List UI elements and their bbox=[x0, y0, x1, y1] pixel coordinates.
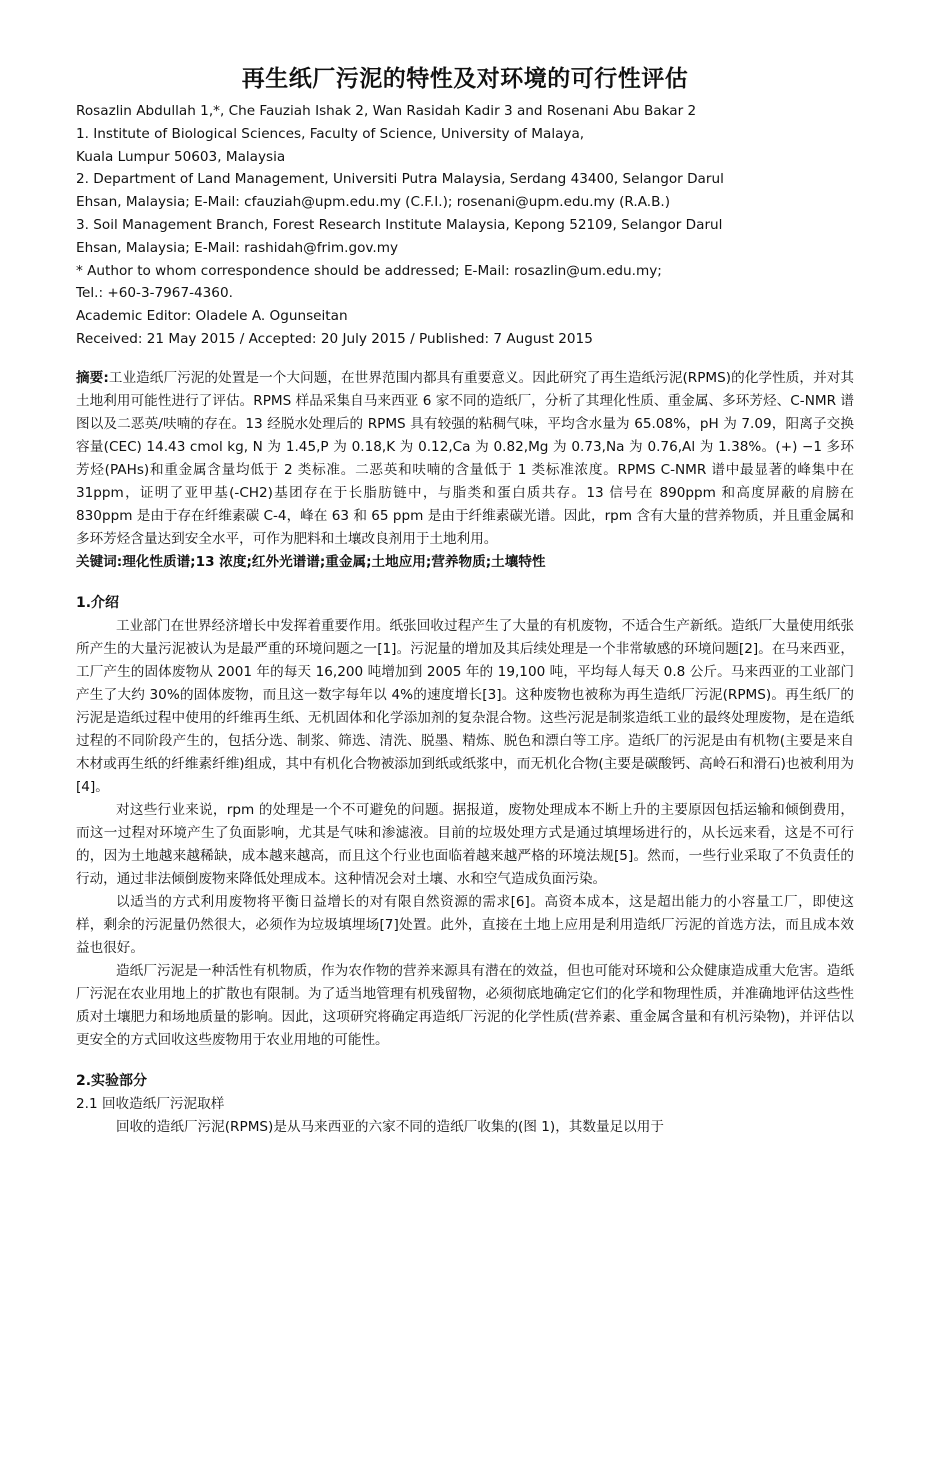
affiliation-line: Ehsan, Malaysia; E-Mail: cfauziah@upm.edu.my (C.F.I.); rosenani@upm.edu.my (R.A.B.) bbox=[76, 194, 671, 211]
abstract-text: 工业造纸厂污泥的处置是一个大问题，在世界范围内都具有重要意义。因此研究了再生造纸污泥(RPMS)的化学性质，并对其土地利用可能性进行了评估。RPMS 样品采集自马来西亚 6 家不同的造纸厂，分析了其理化性质、重金属、多环芳烃、C-NMR 谱图以及二恶英/呋喃的存在。13 经脱水处理后的 RPMS 具有较强的粘稠气味，平均含水量为 65.08%，pH 为 7.09，阳离子交换容量(CEC) 14.43 cmol kg, N 为 1.45,P 为 0.18,K 为 0.12,Ca 为 0.82,Mg 为 0.73,Na 为 0.76,Al 为 1.38%。(+) −1 多环芳烃(PAHs)和重金属含量均低于 2 类标准。二恶英和呋喃的含量低于 1 类标准浓度。RPMS C-NMR 谱中最显著的峰集中在 31ppm，证明了亚甲基(-CH2)基团存在于长脂肪链中，与脂类和蛋白质共存。13 信号在 890ppm 和高度屏蔽的肩膀在 830ppm 是由于存在纤维素碳 C-4，峰在 63 和 65 ppm 是由于纤维素碳光谱。因此，rpm 含有大量的营养物质，并且重金属和多环芳烃含量达到安全水平，可作为肥料和土壤改良剂用于土地利用。 bbox=[76, 369, 855, 547]
abstract-label: 摘要: bbox=[76, 369, 109, 386]
author-block bbox=[76, 100, 854, 351]
intro-paragraph: 造纸厂污泥是一种活性有机物质，作为农作物的营养来源具有潜在的效益，但也可能对环境和公众健康造成重大危害。造纸厂污泥在农业用地上的扩散也有限制。为了适当地管理有机残留物，必须彻底地确定它们的化学和物理性质，并准确地评估这些性质对土壤肥力和场地质量的影响。因此，这项研究将确定再造纸厂污泥的化学性质(营养素、重金属含量和有机污染物)，并评估以更安全的方式回收这些废物用于农业用地的可能性。 bbox=[76, 962, 854, 1048]
section-heading-introduction: 1.介绍 bbox=[76, 594, 120, 611]
intro-paragraph: 以适当的方式利用废物将平衡日益增长的对有限自然资源的需求[6]。高资本成本，这是超出能力的小容量工厂，即使这样，剩余的污泥量仍然很大，必须作为垃圾填埋场[7]处置。此外，直接在土地上应用是利用造纸厂污泥的首选方法，而且成本效益也很好。 bbox=[76, 893, 854, 956]
section-heading-experimental: 2.实验部分 bbox=[76, 1072, 148, 1089]
affiliation-line: Ehsan, Malaysia; E-Mail: rashidah@frim.gov.my bbox=[76, 239, 399, 256]
editor-line: Academic Editor: Oladele A. Ogunseitan bbox=[76, 308, 348, 325]
subsection-heading-sampling: 2.1 回收造纸厂污泥取样 bbox=[76, 1095, 225, 1112]
keywords: 关键词:理化性质谱;13 浓度;红外光谱谱;重金属;土地应用;营养物质;土壤特性 bbox=[76, 553, 546, 570]
dates-line: Received: 21 May 2015 / Accepted: 20 July 2015 / Published: 7 August 2015 bbox=[76, 330, 593, 347]
affiliation-line: 1. Institute of Biological Sciences, Faculty of Science, University of Malaya, bbox=[76, 125, 585, 142]
intro-paragraph: 对这些行业来说，rpm 的处理是一个不可避免的问题。据报道，废物处理成本不断上升的主要原因包括运输和倾倒费用，而这一过程对环境产生了负面影响，尤其是气味和渗滤液。目前的垃圾处理方式是通过填埋场进行的，从长远来看，这是不可行的，因为土地越来越稀缺，成本越来越高，而且这个行业也面临着越来越严格的环境法规[5]。然而，一些行业采取了不负责任的行动，通过非法倾倒废物来降低处理成本。这种情况会对土壤、水和空气造成负面污染。 bbox=[76, 801, 854, 887]
affiliation-line: Kuala Lumpur 50603, Malaysia bbox=[76, 148, 286, 165]
abstract bbox=[76, 367, 854, 551]
sampling-paragraph: 回收的造纸厂污泥(RPMS)是从马来西亚的六家不同的造纸厂收集的(图 1)，其数量足以用于 bbox=[116, 1118, 664, 1135]
correspondence-line: * Author to whom correspondence should be addressed; E-Mail: rosazlin@um.edu.my; bbox=[76, 262, 662, 279]
paper-title: 再生纸厂污泥的特性及对环境的可行性评估 bbox=[241, 66, 689, 92]
authors-line: Rosazlin Abdullah 1,*, Che Fauziah Ishak 2, Wan Rasidah Kadir 3 and Rosenani Abu Bakar 2 bbox=[76, 103, 697, 119]
affiliation-line: 2. Department of Land Management, Universiti Putra Malaysia, Serdang 43400, Selangor Darul bbox=[76, 171, 724, 188]
paper-page bbox=[76, 64, 854, 1139]
affiliation-line: 3. Soil Management Branch, Forest Research Institute Malaysia, Kepong 52109, Selangor Darul bbox=[76, 216, 723, 233]
intro-paragraph: 工业部门在世界经济增长中发挥着重要作用。纸张回收过程产生了大量的有机废物，不适合生产新纸。造纸厂大量使用纸张所产生的大量污泥被认为是最严重的环境问题之一[1]。污泥量的增加及其后续处理是一个非常敏感的环境问题[2]。在马来西亚，工厂产生的固体废物从 2001 年的每天 16,200 吨增加到 2005 年的 19,100 吨，平均每人每天 0.8 公斤。马来西亚的工业部门产生了大约 30%的固体废物，而且这一数字每年以 4%的速度增长[3]。这种废物也被称为再生造纸厂污泥(RPMS)。再生纸厂的污泥是造纸过程中使用的纤维再生纸、无机固体和化学添加剂的复杂混合物。这些污泥是制浆造纸工业的最终处理废物，是在造纸过程的不同阶段产生的，包括分选、制浆、筛选、清洗、脱墨、精炼、脱色和漂白等工序。造纸厂的污泥是由有机物(主要是来自木材或再生纸的纤维素纤维)组成，其中有机化合物被添加到纸或纸浆中，而无机化合物(主要是碳酸钙、高岭石和滑石)也被利用为[4]。 bbox=[76, 617, 854, 795]
phone-line: Tel.: +60-3-7967-4360. bbox=[76, 285, 233, 302]
